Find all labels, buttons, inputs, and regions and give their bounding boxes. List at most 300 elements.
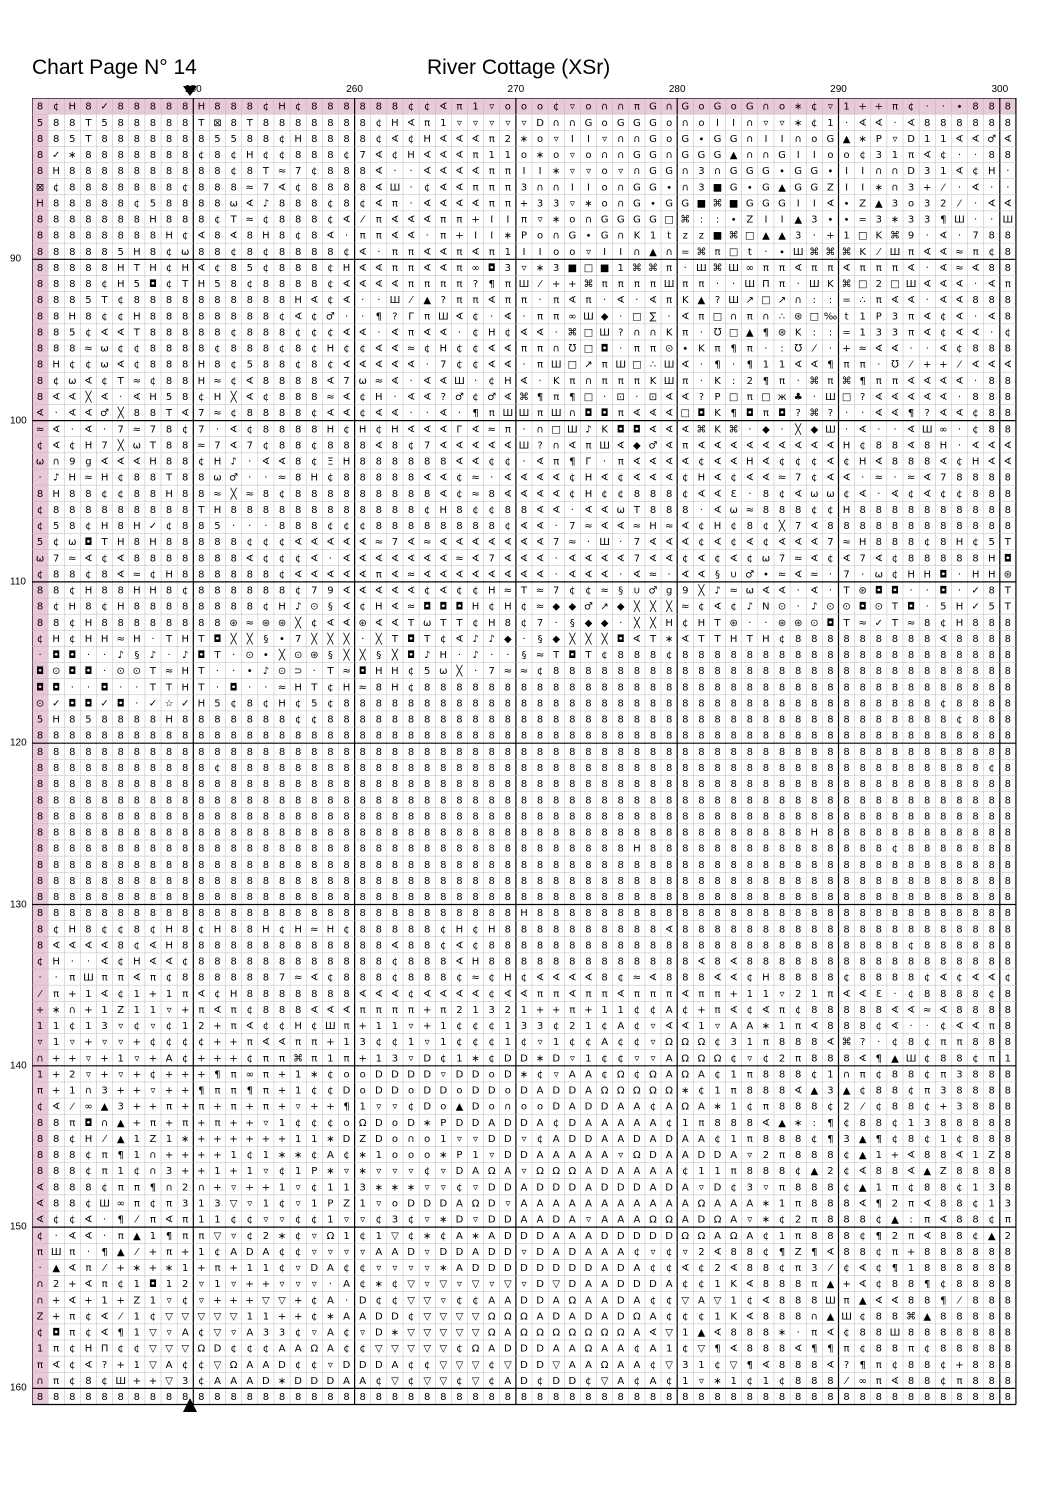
stitch-symbol: 8: [407, 843, 415, 855]
stitch-symbol: ¢: [601, 488, 608, 500]
stitch-symbol: ¢: [843, 1150, 850, 1162]
stitch-symbol: ·: [248, 682, 252, 694]
stitch-symbol: ≈: [374, 375, 383, 387]
stitch-symbol: ▿: [102, 1037, 108, 1049]
stitch-symbol: 8: [924, 746, 931, 758]
stitch-symbol: 8: [520, 730, 528, 742]
stitch-symbol: ¶: [875, 1133, 883, 1145]
stitch-symbol: 8: [117, 101, 124, 113]
stitch-symbol: o: [359, 1085, 366, 1097]
stitch-symbol: 8: [972, 827, 979, 839]
stitch-symbol: ∢: [51, 392, 61, 404]
stitch-symbol: ∢: [906, 1166, 916, 1178]
stitch-symbol: 1: [907, 1263, 915, 1275]
stitch-symbol: ≈: [584, 521, 593, 533]
stitch-symbol: T: [214, 650, 221, 662]
stitch-symbol: 8: [488, 811, 495, 823]
stitch-symbol: 8: [36, 1117, 44, 1129]
stitch-symbol: 8: [665, 698, 673, 710]
stitch-symbol: +: [213, 1295, 222, 1307]
stitch-symbol: 8: [117, 617, 124, 629]
stitch-symbol: 8: [698, 762, 705, 774]
stitch-symbol: Ω: [681, 1069, 690, 1081]
stitch-symbol: 8: [472, 746, 479, 758]
stitch-symbol: 8: [940, 730, 947, 742]
stitch-symbol: ∢: [374, 359, 383, 371]
stitch-symbol: ¢: [327, 295, 334, 307]
stitch-symbol: ∗: [406, 1182, 416, 1194]
row-label: 160: [10, 1382, 27, 1394]
stitch-symbol: 1: [649, 230, 657, 242]
stitch-symbol: 8: [343, 182, 350, 194]
stitch-symbol: 8: [988, 650, 995, 662]
stitch-symbol: 8: [746, 1246, 753, 1258]
stitch-symbol: ¢: [762, 1230, 770, 1242]
stitch-symbol: 8: [907, 504, 915, 516]
stitch-symbol: 8: [214, 553, 221, 565]
stitch-symbol: A: [730, 1150, 738, 1162]
stitch-symbol: ◆: [616, 601, 625, 613]
stitch-symbol: ∢: [971, 1021, 980, 1033]
stitch-symbol: ∢: [729, 440, 738, 452]
stitch-symbol: ♪: [714, 585, 721, 597]
stitch-symbol: 1: [343, 1037, 350, 1049]
stitch-symbol: ▽: [665, 1327, 673, 1339]
stitch-symbol: ¢: [85, 521, 92, 533]
stitch-symbol: 1: [149, 1295, 157, 1307]
stitch-symbol: Ω: [310, 1343, 319, 1355]
stitch-symbol: ╳: [585, 633, 592, 645]
stitch-symbol: +: [584, 1004, 593, 1016]
stitch-symbol: π: [649, 279, 657, 291]
stitch-symbol: 8: [246, 601, 253, 613]
stitch-symbol: 8: [778, 956, 786, 968]
stitch-symbol: 8: [843, 698, 850, 710]
stitch-symbol: 8: [956, 650, 963, 662]
stitch-symbol: ¢: [988, 988, 995, 1000]
stitch-symbol: ∢: [390, 553, 400, 565]
stitch-symbol: ℧: [891, 359, 899, 371]
stitch-symbol: H: [713, 521, 722, 533]
stitch-symbol: π: [375, 214, 382, 226]
stitch-symbol: 8: [762, 682, 770, 694]
stitch-symbol: ¢: [988, 246, 995, 258]
stitch-symbol: ¢: [101, 601, 108, 613]
stitch-symbol: ¢: [69, 1214, 76, 1226]
stitch-symbol: 8: [827, 746, 834, 758]
stitch-symbol: ·: [603, 392, 607, 404]
stitch-symbol: ¢: [714, 553, 721, 565]
stitch-symbol: 8: [875, 714, 883, 726]
stitch-symbol: 8: [811, 1053, 818, 1065]
stitch-symbol: 8: [940, 1150, 947, 1162]
stitch-symbol: 8: [536, 698, 544, 710]
stitch-symbol: I: [764, 214, 768, 226]
stitch-symbol: 8: [36, 279, 44, 291]
stitch-symbol: Ω: [616, 1327, 625, 1339]
stitch-symbol: 8: [278, 424, 286, 436]
stitch-symbol: ∢: [471, 133, 480, 145]
stitch-symbol: 8: [827, 827, 834, 839]
stitch-symbol: ∩: [36, 1375, 44, 1387]
stitch-symbol: 8: [827, 730, 834, 742]
stitch-symbol: ▿: [618, 1150, 624, 1162]
stitch-symbol: G: [745, 101, 754, 113]
stitch-symbol: 8: [149, 150, 157, 162]
stitch-symbol: ¢: [859, 1085, 866, 1097]
stitch-symbol: 8: [407, 875, 415, 887]
stitch-symbol: 8: [165, 843, 173, 855]
stitch-symbol: 8: [294, 843, 302, 855]
stitch-symbol: ▿: [537, 1037, 543, 1049]
stitch-symbol: ∢: [761, 585, 771, 597]
stitch-symbol: 8: [569, 779, 576, 791]
stitch-symbol: 8: [149, 295, 157, 307]
stitch-symbol: H: [858, 537, 867, 549]
stitch-symbol: ¢: [359, 1279, 366, 1291]
stitch-symbol: 3: [391, 1214, 399, 1226]
stitch-symbol: A: [585, 1117, 592, 1129]
stitch-symbol: 8: [488, 698, 495, 710]
stitch-symbol: ¢: [294, 101, 302, 113]
stitch-symbol: 8: [988, 1085, 995, 1097]
stitch-symbol: ∢: [858, 488, 867, 500]
stitch-symbol: 8: [520, 698, 528, 710]
stitch-symbol: +: [68, 1053, 77, 1065]
stitch-symbol: ▿: [392, 1166, 398, 1178]
stitch-symbol: 8: [311, 795, 318, 807]
stitch-symbol: ¢: [875, 1021, 883, 1033]
stitch-symbol: ¢: [746, 1101, 753, 1113]
stitch-symbol: 8: [488, 843, 495, 855]
stitch-symbol: 8: [246, 246, 253, 258]
stitch-symbol: o: [908, 198, 915, 210]
stitch-symbol: 8: [1004, 1246, 1012, 1258]
stitch-symbol: ∢: [342, 279, 351, 291]
stitch-symbol: ∢: [810, 1021, 819, 1033]
stitch-symbol: π: [730, 1166, 737, 1178]
stitch-symbol: ▿: [569, 166, 575, 178]
stitch-symbol: 8: [198, 779, 205, 791]
stitch-symbol: 8: [488, 714, 495, 726]
stitch-symbol: 8: [988, 1263, 995, 1275]
stitch-symbol: ∢: [584, 569, 593, 581]
stitch-symbol: 8: [36, 1166, 44, 1178]
stitch-symbol: 8: [375, 746, 382, 758]
stitch-symbol: ∢: [342, 408, 351, 420]
stitch-symbol: 8: [375, 472, 382, 484]
stitch-symbol: N: [762, 601, 770, 613]
stitch-symbol: ∢: [874, 117, 884, 129]
stitch-symbol: 8: [520, 875, 528, 887]
stitch-symbol: π: [569, 1004, 576, 1016]
stitch-symbol: T: [440, 617, 447, 629]
stitch-symbol: D: [536, 1182, 544, 1194]
stitch-symbol: +: [148, 1263, 158, 1275]
stitch-symbol: ¢: [843, 1327, 850, 1339]
stitch-symbol: ✓: [874, 617, 884, 629]
stitch-symbol: ∗: [793, 1117, 803, 1129]
stitch-symbol: □: [728, 327, 739, 339]
stitch-symbol: 1: [246, 1166, 253, 1178]
stitch-symbol: 8: [730, 682, 737, 694]
stitch-symbol: ▽: [455, 1359, 464, 1371]
stitch-symbol: ¢: [601, 1069, 608, 1081]
stitch-symbol: π: [698, 311, 705, 323]
stitch-symbol: Ш: [825, 424, 836, 436]
stitch-symbol: 8: [214, 714, 221, 726]
stitch-symbol: ↗: [584, 359, 593, 371]
stitch-symbol: 8: [230, 262, 237, 274]
stitch-symbol: K: [714, 424, 721, 436]
stitch-symbol: 8: [246, 295, 253, 307]
stitch-symbol: ∢: [939, 295, 948, 307]
stitch-symbol: G: [729, 182, 738, 194]
stitch-symbol: π: [456, 101, 463, 113]
stitch-symbol: π: [908, 246, 915, 258]
stitch-symbol: 8: [456, 875, 463, 887]
stitch-symbol: 8: [972, 1246, 979, 1258]
stitch-symbol: 8: [520, 892, 528, 904]
stitch-symbol: ∢: [439, 988, 448, 1000]
stitch-symbol: G: [681, 150, 690, 162]
stitch-symbol: 8: [294, 246, 302, 258]
stitch-symbol: ≈: [213, 375, 222, 387]
stitch-symbol: 3: [682, 1359, 689, 1371]
stitch-symbol: T: [85, 117, 92, 129]
stitch-symbol: 1: [133, 1359, 141, 1371]
stitch-symbol: 1: [504, 246, 512, 258]
stitch-symbol: ∢: [374, 988, 383, 1000]
stitch-symbol: 8: [375, 682, 382, 694]
stitch-symbol: I: [861, 182, 865, 194]
stitch-symbol: 8: [53, 585, 60, 597]
stitch-symbol: 8: [311, 956, 318, 968]
stitch-symbol: K: [730, 1279, 737, 1291]
stitch-symbol: 8: [536, 762, 544, 774]
stitch-symbol: 8: [972, 1069, 979, 1081]
stitch-symbol: π: [553, 456, 560, 468]
stitch-symbol: 1: [294, 1085, 302, 1097]
stitch-symbol: 8: [440, 972, 447, 984]
stitch-symbol: ◘: [68, 650, 77, 662]
stitch-symbol: 8: [504, 682, 512, 694]
stitch-symbol: 8: [262, 504, 270, 516]
stitch-symbol: 8: [1004, 1343, 1012, 1355]
stitch-symbol: ∢: [987, 198, 996, 210]
stitch-symbol: ∩: [568, 117, 577, 129]
stitch-symbol: 8: [1004, 117, 1012, 129]
stitch-symbol: 8: [230, 601, 237, 613]
stitch-symbol: ▿: [327, 1359, 333, 1371]
stitch-symbol: ¢: [843, 488, 850, 500]
stitch-symbol: +: [116, 1295, 125, 1307]
stitch-symbol: ≈: [406, 569, 416, 581]
stitch-symbol: ¢: [294, 1117, 302, 1129]
stitch-symbol: ∢: [955, 311, 964, 323]
stitch-symbol: ▿: [618, 166, 624, 178]
stitch-symbol: ∩: [584, 375, 593, 387]
stitch-symbol: ¢: [391, 1295, 399, 1307]
stitch-symbol: 8: [778, 746, 786, 758]
stitch-symbol: ¶: [827, 1133, 834, 1145]
stitch-symbol: +: [229, 1295, 238, 1307]
stitch-symbol: ▽: [439, 1359, 448, 1371]
stitch-symbol: 8: [36, 311, 44, 323]
stitch-symbol: 8: [85, 488, 92, 500]
stitch-symbol: 8: [182, 440, 189, 452]
stitch-symbol: H: [987, 166, 996, 178]
stitch-symbol: π: [714, 343, 721, 355]
stitch-symbol: 8: [940, 650, 947, 662]
stitch-symbol: H: [487, 327, 496, 339]
stitch-symbol: A: [617, 1166, 625, 1178]
stitch-symbol: 8: [230, 569, 237, 581]
stitch-symbol: +: [261, 1182, 271, 1194]
stitch-symbol: ∢: [519, 375, 529, 387]
stitch-symbol: 8: [1004, 827, 1012, 839]
stitch-symbol: +: [890, 1150, 900, 1162]
stitch-symbol: H: [165, 230, 173, 242]
stitch-symbol: ∩: [552, 182, 560, 194]
stitch-symbol: H: [165, 940, 173, 952]
stitch-symbol: 8: [311, 730, 318, 742]
stitch-symbol: 8: [36, 214, 44, 226]
stitch-symbol: ∗: [164, 1263, 174, 1275]
stitch-symbol: D: [342, 1133, 351, 1145]
stitch-symbol: 8: [940, 875, 947, 887]
stitch-symbol: 8: [311, 424, 318, 436]
stitch-symbol: ▽: [423, 1295, 432, 1307]
stitch-symbol: A: [536, 1085, 544, 1097]
stitch-symbol: 8: [827, 682, 834, 694]
stitch-symbol: 8: [391, 892, 399, 904]
stitch-symbol: T: [327, 666, 334, 678]
stitch-symbol: 8: [956, 521, 963, 533]
stitch-symbol: 2: [504, 1004, 512, 1016]
stitch-symbol: H: [842, 504, 851, 516]
stitch-symbol: H: [165, 714, 173, 726]
stitch-symbol: A: [165, 1053, 173, 1065]
stitch-symbol: ¢: [730, 1182, 737, 1194]
stitch-symbol: 8: [940, 956, 947, 968]
stitch-symbol: 8: [359, 956, 366, 968]
stitch-symbol: 8: [940, 1311, 947, 1323]
stitch-symbol: ¢: [311, 1311, 318, 1323]
stitch-symbol: 8: [246, 569, 253, 581]
stitch-symbol: 8: [988, 117, 995, 129]
stitch-symbol: 8: [246, 795, 253, 807]
stitch-symbol: π: [908, 1198, 915, 1210]
stitch-symbol: ¢: [472, 940, 479, 952]
stitch-symbol: 8: [214, 166, 221, 178]
stitch-symbol: 8: [633, 779, 641, 791]
stitch-symbol: 8: [85, 230, 92, 242]
stitch-symbol: D: [713, 1182, 722, 1194]
stitch-symbol: D: [423, 1198, 432, 1210]
stitch-symbol: A: [681, 1198, 689, 1210]
stitch-symbol: ∢: [390, 327, 400, 339]
stitch-symbol: 8: [327, 988, 334, 1000]
stitch-symbol: ♪: [262, 666, 270, 678]
stitch-symbol: K: [875, 230, 883, 242]
stitch-symbol: ■: [599, 262, 610, 274]
stitch-symbol: ∢: [1003, 198, 1013, 210]
stitch-symbol: ¢: [133, 1343, 141, 1355]
stitch-symbol: ¢: [682, 553, 689, 565]
stitch-symbol: 8: [343, 795, 350, 807]
stitch-symbol: 8: [278, 521, 286, 533]
stitch-symbol: ·: [699, 375, 703, 387]
stitch-symbol: 8: [714, 859, 721, 871]
stitch-symbol: T: [1004, 601, 1011, 613]
stitch-symbol: 8: [794, 633, 802, 645]
stitch-symbol: ?: [795, 408, 801, 420]
stitch-symbol: ¢: [972, 1198, 979, 1210]
stitch-symbol: Ш: [921, 424, 933, 436]
stitch-symbol: ∢: [600, 569, 609, 581]
stitch-symbol: ¢: [262, 1021, 270, 1033]
stitch-symbol: ·: [54, 408, 58, 420]
stitch-symbol: 8: [69, 827, 76, 839]
stitch-symbol: ∢: [761, 456, 771, 468]
stitch-symbol: 8: [762, 795, 770, 807]
stitch-symbol: ж: [777, 392, 787, 404]
stitch-symbol: 8: [972, 1311, 979, 1323]
stitch-symbol: 8: [553, 811, 560, 823]
stitch-symbol: ∢: [310, 553, 319, 565]
stitch-symbol: 8: [988, 924, 995, 936]
stitch-symbol: 8: [746, 892, 753, 904]
stitch-symbol: 8: [375, 456, 382, 468]
stitch-symbol: ∢: [422, 553, 432, 565]
stitch-symbol: ¢: [940, 698, 947, 710]
stitch-symbol: ∗: [535, 1053, 545, 1065]
stitch-symbol: 8: [972, 988, 979, 1000]
stitch-symbol: Ш: [325, 1021, 336, 1033]
stitch-symbol: I: [570, 182, 574, 194]
stitch-symbol: ∢: [681, 359, 690, 371]
stitch-symbol: Z: [359, 1133, 367, 1145]
stitch-symbol: π: [633, 101, 640, 113]
stitch-symbol: 5: [165, 392, 173, 404]
stitch-symbol: ·: [957, 230, 962, 242]
stitch-symbol: D: [536, 1246, 544, 1258]
stitch-symbol: 8: [891, 827, 899, 839]
stitch-symbol: ∙: [843, 214, 850, 226]
stitch-symbol: 8: [682, 924, 689, 936]
stitch-symbol: 8: [762, 924, 770, 936]
stitch-symbol: D: [439, 1085, 448, 1097]
stitch-symbol: D: [487, 1133, 496, 1145]
stitch-symbol: 8: [553, 940, 560, 952]
stitch-symbol: 8: [133, 230, 141, 242]
stitch-symbol: ∢: [874, 1295, 884, 1307]
stitch-symbol: 1: [246, 1311, 253, 1323]
stitch-symbol: ¶: [811, 1246, 818, 1258]
stitch-symbol: 8: [665, 714, 673, 726]
stitch-symbol: 8: [988, 585, 995, 597]
stitch-symbol: π: [85, 1263, 92, 1275]
stitch-symbol: ¢: [311, 1359, 318, 1371]
stitch-symbol: 8: [182, 295, 189, 307]
stitch-symbol: Ш: [99, 1198, 110, 1210]
stitch-symbol: 8: [649, 698, 657, 710]
stitch-symbol: H: [165, 569, 173, 581]
stitch-symbol: ∩: [794, 295, 802, 307]
stitch-symbol: ⌘: [809, 375, 820, 387]
stitch-symbol: ¢: [69, 1021, 76, 1033]
